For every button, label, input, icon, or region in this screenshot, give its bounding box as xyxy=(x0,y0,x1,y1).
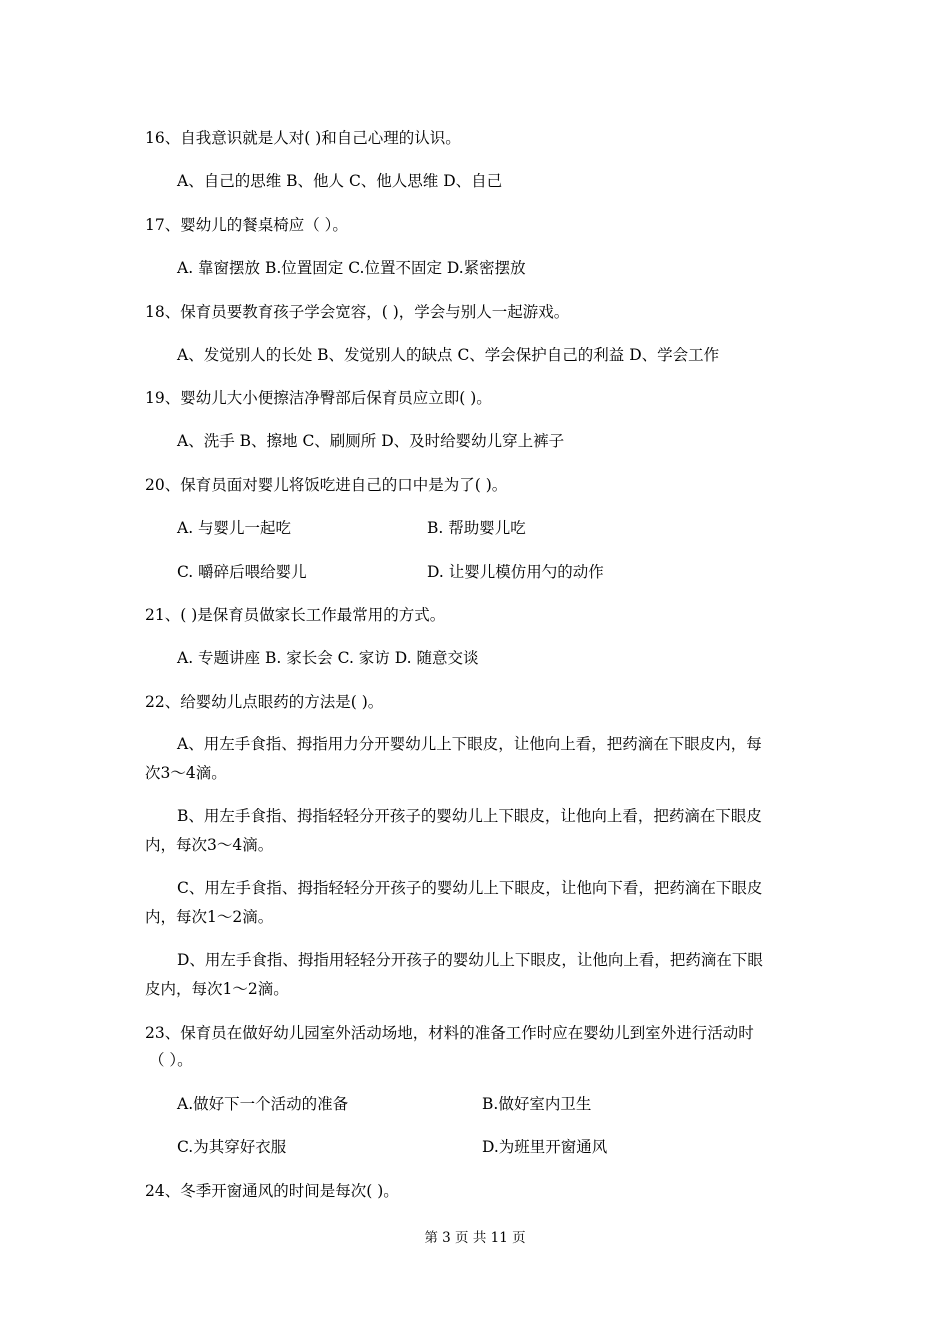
question-19-options: A、洗手 B、擦地 C、刷厕所 D、及时给婴幼儿穿上裤子 xyxy=(177,432,565,450)
question-17-options: A. 靠窗摆放 B.位置固定 C.位置不固定 D.紧密摆放 xyxy=(177,259,526,277)
question-23-options-row-2 xyxy=(177,1137,842,1157)
question-22-option-d: D、用左手食指、拇指用轻轻分开孩子的婴幼儿上下眼皮，让他向上看，把药滴在下眼皮内，每次1～2滴。 xyxy=(145,951,763,998)
question-23-option-d: D.为班里开窗通风 xyxy=(482,1138,608,1156)
question-20-options-row-2 xyxy=(177,562,842,582)
question-23-options-row-1 xyxy=(177,1094,842,1114)
question-22-option-b: B、用左手食指、拇指轻轻分开孩子的婴幼儿上下眼皮，让他向上看，把药滴在下眼皮内，每次3～4滴。 xyxy=(145,807,762,854)
question-23-option-b: B.做好室内卫生 xyxy=(482,1095,592,1113)
question-20-options-row-1 xyxy=(177,518,842,538)
question-16-stem: 16、自我意识就是人对( )和自己心理的认识。 xyxy=(145,129,461,147)
question-22-stem: 22、给婴幼儿点眼药的方法是( )。 xyxy=(145,693,384,711)
question-18-stem: 18、保育员要教育孩子学会宽容，( )，学会与别人一起游戏。 xyxy=(145,303,570,321)
question-20-option-c: C. 嚼碎后喂给婴儿 xyxy=(177,563,307,581)
question-18-options: A、发觉别人的长处 B、发觉别人的缺点 C、学会保护自己的利益 D、学会工作 xyxy=(177,346,720,364)
question-16-options: A、自己的思维 B、他人 C、他人思维 D、自己 xyxy=(177,172,503,190)
question-20-option-d: D. 让婴儿模仿用勺的动作 xyxy=(427,563,604,581)
question-20-option-a: A. 与婴儿一起吃 xyxy=(177,519,292,537)
question-24-stem: 24、冬季开窗通风的时间是每次( )。 xyxy=(145,1182,399,1200)
question-20-stem: 20、保育员面对婴儿将饭吃进自己的口中是为了( )。 xyxy=(145,476,508,494)
question-22-option-c: C、用左手食指、拇指轻轻分开孩子的婴幼儿上下眼皮，让他向下看，把药滴在下眼皮内，每次1～2滴。 xyxy=(145,879,763,926)
question-23-stem-continued: （ ）。 xyxy=(149,1051,193,1069)
question-23-option-a: A.做好下一个活动的准备 xyxy=(177,1095,349,1113)
question-21-options: A. 专题讲座 B. 家长会 C. 家访 D. 随意交谈 xyxy=(177,649,479,667)
question-22-option-a: A、用左手食指、拇指用力分开婴幼儿上下眼皮，让他向上看，把药滴在下眼皮内，每次3～4滴。 xyxy=(145,735,762,782)
question-17-stem: 17、婴幼儿的餐桌椅应（ ）。 xyxy=(145,216,348,234)
question-21-stem: 21、( )是保育员做家长工作最常用的方式。 xyxy=(145,606,446,624)
page-number-footer: 第 3 页 共 11 页 xyxy=(424,1230,526,1246)
question-23-stem: 23、保育员在做好幼儿园室外活动场地，材料的准备工作时应在婴幼儿到室外进行活动时 xyxy=(145,1024,754,1042)
question-19-stem: 19、婴幼儿大小便擦洁净臀部后保育员应立即( )。 xyxy=(145,389,492,407)
question-20-option-b: B. 帮助婴儿吃 xyxy=(427,519,526,537)
question-23-option-c: C.为其穿好衣服 xyxy=(177,1138,287,1156)
